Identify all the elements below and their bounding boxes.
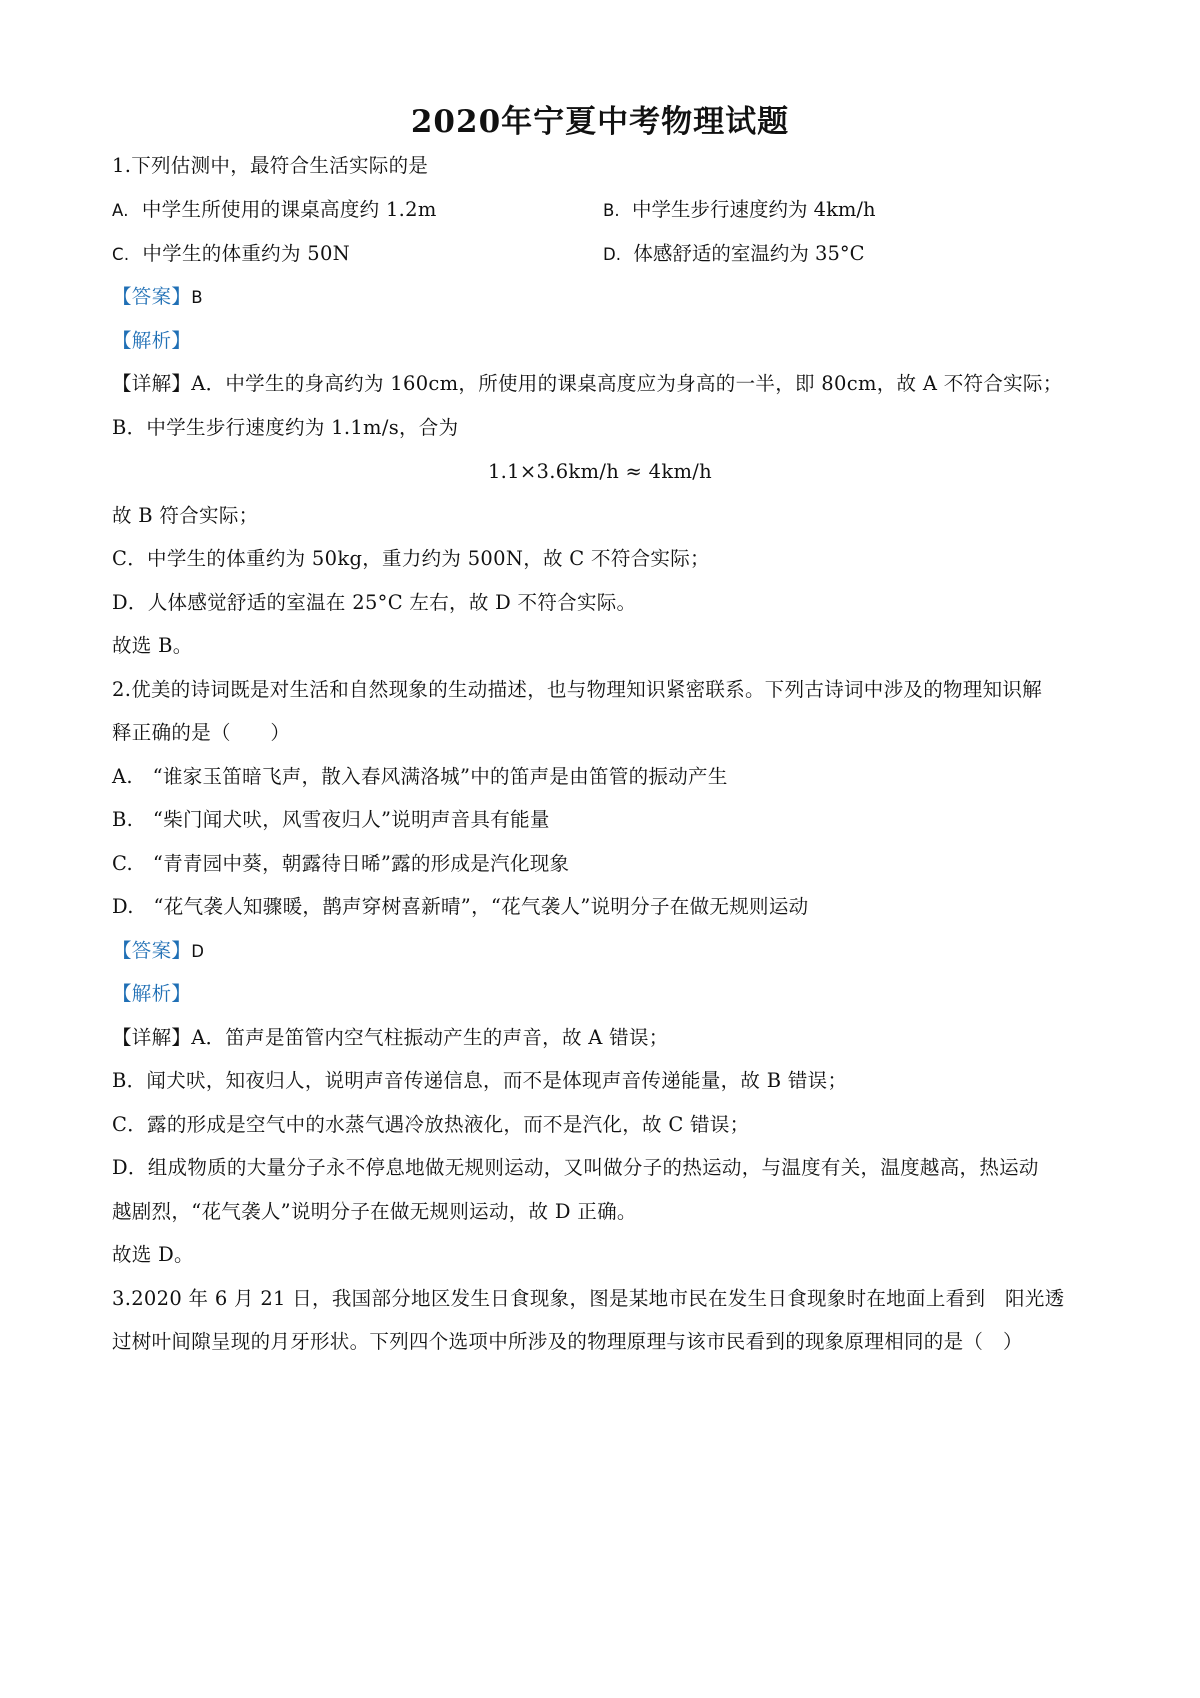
q3-stem-1: 3.2020 年 6 月 21 日，我国部分地区发生日食现象，图是某地市民在发生日食现象时在地面上看到 阳光透 [112, 1287, 1065, 1310]
q1-detail-5: D．人体感觉舒适的室温在 25°C 左右，故 D 不符合实际。 [112, 591, 637, 614]
q2-conclusion: 故选 D。 [112, 1243, 194, 1266]
q2-stem-1: 2.优美的诗词既是对生活和自然现象的生动描述，也与物理知识紧密联系。下列古诗词中涉及的物理知识解 [112, 678, 1043, 701]
q1-detail-1: 【详解】A．中学生的身高约为 160cm，所使用的课桌高度应为身高的一半，即 80cm，故 A 不符合实际； [112, 372, 1063, 395]
q1-option-d [603, 240, 865, 269]
option-text: 中学生步行速度约为 4km/h [631, 198, 876, 221]
option-letter: A. [112, 201, 129, 220]
q2-option-a: A. “谁家玉笛暗飞声，散入春风满洛城”中的笛声是由笛管的振动产生 [112, 765, 728, 788]
option-text: 中学生所使用的课桌高度约 1.2m [141, 198, 437, 221]
q2-option-c: C. “青青园中葵，朝露待日晞”露的形成是汽化现象 [112, 852, 570, 875]
option-letter: D. [603, 245, 621, 264]
q2-detail-1: 【详解】A．笛声是笛管内空气柱振动产生的声音，故 A 错误； [112, 1026, 669, 1049]
q1-conclusion: 故选 B。 [112, 634, 193, 657]
answer-value: D [191, 942, 205, 961]
q2-detail-3: C．露的形成是空气中的水蒸气遇冷放热液化，而不是汽化，故 C 错误； [112, 1113, 750, 1136]
q1-option-b [603, 196, 876, 225]
q2-option-b: B. “柴门闻犬吠，风雪夜归人”说明声音具有能量 [112, 808, 550, 831]
answer-tag: 【答案】 [112, 285, 192, 308]
q1-stem: 1.下列估测中，最符合生活实际的是 [112, 154, 429, 177]
option-letter: C. [112, 245, 130, 264]
q1-detail-3: 故 B 符合实际； [112, 504, 259, 527]
option-text: 体感舒适的室温约为 35°C [633, 242, 865, 265]
q1-option-a [112, 196, 437, 225]
answer-value: B [191, 288, 203, 307]
q1-analysis-tag: 【解析】 [112, 329, 192, 352]
q2-detail-2: B．闻犬吠，知夜归人，说明声音传递信息，而不是体现声音传递能量，故 B 错误； [112, 1069, 848, 1092]
q2-option-d: D. “花气袭人知骤暖，鹊声穿树喜新晴”，“花气袭人”说明分子在做无规则运动 [112, 895, 809, 918]
option-letter: B. [603, 201, 620, 220]
option-text: 中学生的体重约为 50N [142, 242, 351, 265]
q1-detail-4: C．中学生的体重约为 50kg，重力约为 500N，故 C 不符合实际； [112, 547, 710, 570]
q1-formula: 1.1×3.6km/h ≈ 4km/h [487, 460, 713, 483]
page-title: 2020年宁夏中考物理试题 [410, 104, 790, 140]
q2-answer [112, 937, 204, 966]
q2-detail-5: 越剧烈，“花气袭人”说明分子在做无规则运动，故 D 正确。 [112, 1200, 637, 1223]
answer-tag: 【答案】 [112, 939, 192, 962]
q2-stem-2: 释正确的是（ ） [112, 721, 291, 744]
q1-option-c [112, 240, 350, 269]
q1-answer [112, 283, 203, 312]
q2-analysis-tag: 【解析】 [112, 982, 192, 1005]
q2-detail-4: D．组成物质的大量分子永不停息地做无规则运动，又叫做分子的热运动，与温度有关，温度越高，热运动 [112, 1156, 1039, 1179]
q1-detail-2: B．中学生步行速度约为 1.1m/s，合为 [112, 416, 459, 439]
q3-stem-2: 过树叶间隙呈现的月牙形状。下列四个选项中所涉及的物理原理与该市民看到的现象原理相同的是（ ） [112, 1330, 1023, 1353]
